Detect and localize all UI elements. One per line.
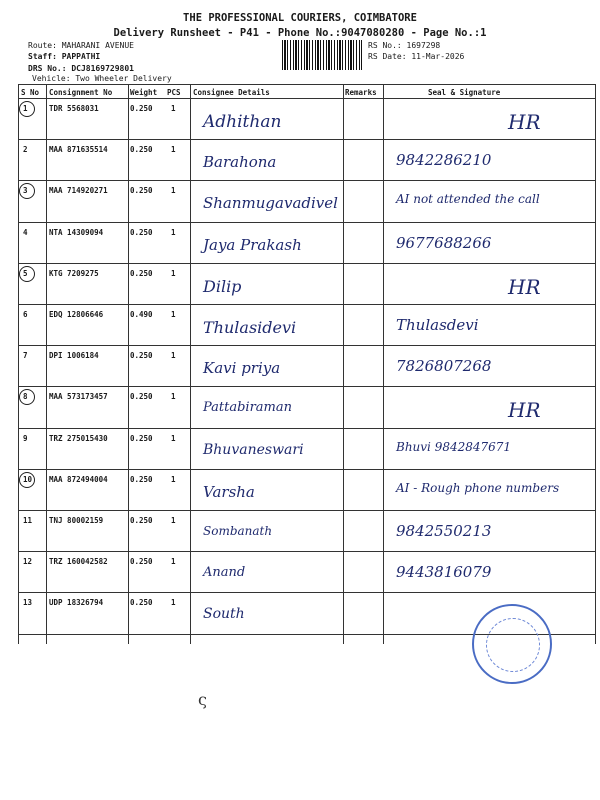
row-signature-handwritten: Bhuvi 9842847671: [396, 439, 512, 454]
sno-circle-mark: [19, 183, 35, 199]
sno-circle-mark: [19, 389, 35, 405]
row-sno: 6: [23, 310, 28, 319]
row-consignment-no: EDQ 12806646: [49, 310, 104, 319]
row-pcs: 1: [171, 268, 176, 278]
row-pcs: 1: [171, 186, 176, 196]
column-header-consignee: Consignee Details: [193, 88, 270, 97]
row-consignment-no: TRZ 275015430: [49, 433, 108, 443]
row-weight: 0.250: [130, 392, 153, 402]
row-pcs: 1: [171, 392, 176, 402]
staff-label: Staff: PAPPATHI: [28, 52, 101, 61]
row-signature-handwritten: Thulasdevi: [396, 316, 479, 334]
row-signature-handwritten: AI not attended the call: [396, 192, 540, 207]
row-consignment-no: MAA 871635514: [49, 145, 108, 155]
row-sno: 2: [23, 145, 28, 155]
column-header-consignment: Consignment No: [49, 88, 113, 97]
drs-number: DRS No.: DCJ8169729801: [28, 64, 134, 73]
column-header-weight: Weight: [130, 88, 158, 97]
sno-circle-mark: [19, 472, 35, 488]
row-sno: 5: [23, 269, 28, 278]
row-weight: 0.250: [130, 227, 153, 237]
row-consignment-no: TRZ 160042582: [49, 557, 108, 567]
column-header-sno: S No: [21, 88, 40, 97]
document-title: THE PROFESSIONAL COURIERS, COIMBATORE: [183, 12, 417, 24]
row-weight: 0.250: [130, 145, 153, 155]
rs-date: RS Date: 11-Mar-2026: [368, 52, 465, 61]
row-pcs: 1: [171, 145, 176, 155]
row-consignee-handwritten: Barahona: [203, 153, 277, 172]
row-consignee-handwritten: Bhuvaneswari: [203, 441, 304, 458]
row-pcs: 1: [171, 474, 176, 484]
row-sno: 9: [23, 433, 28, 443]
row-consignee-handwritten: Kavi priya: [203, 359, 281, 378]
row-consignee-handwritten: Thulasidevi: [203, 318, 297, 337]
row-sno: 1: [23, 104, 28, 113]
row-sno: 8: [23, 392, 28, 401]
row-weight: 0.250: [130, 516, 153, 525]
row-signature-handwritten: 9677688266: [396, 233, 492, 252]
row-signature-handwritten: HR: [508, 398, 541, 423]
row-sno: 12: [23, 557, 33, 567]
courier-seal-stamp: [472, 604, 552, 684]
rs-number: RS No.: 1697298: [368, 41, 441, 50]
column-header-seal-signature: Seal & Signature: [428, 88, 501, 97]
row-consignee-handwritten: Varsha: [203, 482, 255, 501]
vehicle-label: Vehicle: Two Wheeler Delivery: [32, 74, 172, 83]
row-pcs: 1: [171, 104, 176, 113]
row-consignment-no: MAA 573173457: [49, 392, 108, 402]
row-weight: 0.250: [130, 268, 153, 278]
row-consignee-handwritten: Jaya Prakash: [203, 235, 302, 254]
barcode: [282, 40, 362, 70]
row-weight: 0.490: [130, 310, 153, 319]
row-consignee-handwritten: Dilip: [203, 276, 242, 296]
row-signature-handwritten: HR: [508, 110, 541, 134]
row-sno: 3: [23, 186, 28, 195]
row-weight: 0.250: [130, 351, 153, 361]
row-consignee-handwritten: Pattabiraman: [203, 400, 293, 416]
row-pcs: 1: [171, 351, 176, 361]
row-signature-handwritten: 9842286210: [396, 151, 492, 170]
row-weight: 0.250: [130, 186, 153, 196]
row-pcs: 1: [171, 227, 176, 237]
row-weight: 0.250: [130, 474, 153, 484]
row-weight: 0.250: [130, 104, 153, 113]
row-consignment-no: MAA 714920271: [49, 186, 108, 196]
runsheet-table: [18, 84, 596, 644]
row-consignee-handwritten: Sombanath: [203, 524, 273, 538]
row-pcs: 1: [171, 516, 176, 525]
row-weight: 0.250: [130, 598, 153, 608]
row-consignment-no: DPI 1006184: [49, 351, 99, 361]
column-header-pcs: PCS: [167, 88, 181, 97]
document-subtitle: Delivery Runsheet - P41 - Phone No.:9047080280 - Page No.:1: [113, 27, 487, 39]
sno-circle-mark: [19, 266, 35, 282]
row-consignment-no: NTA 14309094: [49, 227, 104, 237]
row-pcs: 1: [171, 598, 176, 608]
row-signature-handwritten: 9443816079: [396, 563, 492, 582]
row-sno: 13: [23, 598, 33, 608]
row-consignment-no: UDP 18326794: [49, 598, 104, 608]
row-signature-handwritten: 7826807268: [396, 357, 492, 376]
row-consignment-no: KTG 7209275: [49, 268, 99, 278]
row-pcs: 1: [171, 433, 176, 443]
row-consignee-handwritten: Adhithan: [203, 112, 282, 132]
row-sno: 4: [23, 227, 28, 237]
row-weight: 0.250: [130, 557, 153, 567]
row-consignment-no: TDR 5568031: [49, 104, 99, 113]
route-label: Route: MAHARANI AVENUE: [28, 41, 134, 50]
row-pcs: 1: [171, 557, 176, 567]
row-pcs: 1: [171, 310, 176, 319]
row-consignee-handwritten: Shanmugavadivel: [203, 194, 338, 213]
row-sno: 11: [23, 516, 33, 525]
row-weight: 0.250: [130, 433, 153, 443]
row-sno: 7: [23, 351, 28, 361]
row-consignment-no: MAA 872494004: [49, 474, 108, 484]
row-signature-handwritten: AI - Rough phone numbers: [396, 480, 560, 495]
column-header-remarks: Remarks: [345, 88, 377, 97]
row-consignee-handwritten: Anand: [203, 565, 246, 581]
sno-circle-mark: [19, 101, 35, 117]
row-signature-handwritten: HR: [508, 274, 541, 299]
row-consignee-handwritten: South: [203, 606, 245, 623]
row-consignment-no: TNJ 80002159: [49, 516, 104, 525]
pen-mark: ς: [198, 690, 207, 709]
row-signature-handwritten: 9842550213: [396, 522, 492, 540]
row-sno: 10: [23, 475, 32, 484]
